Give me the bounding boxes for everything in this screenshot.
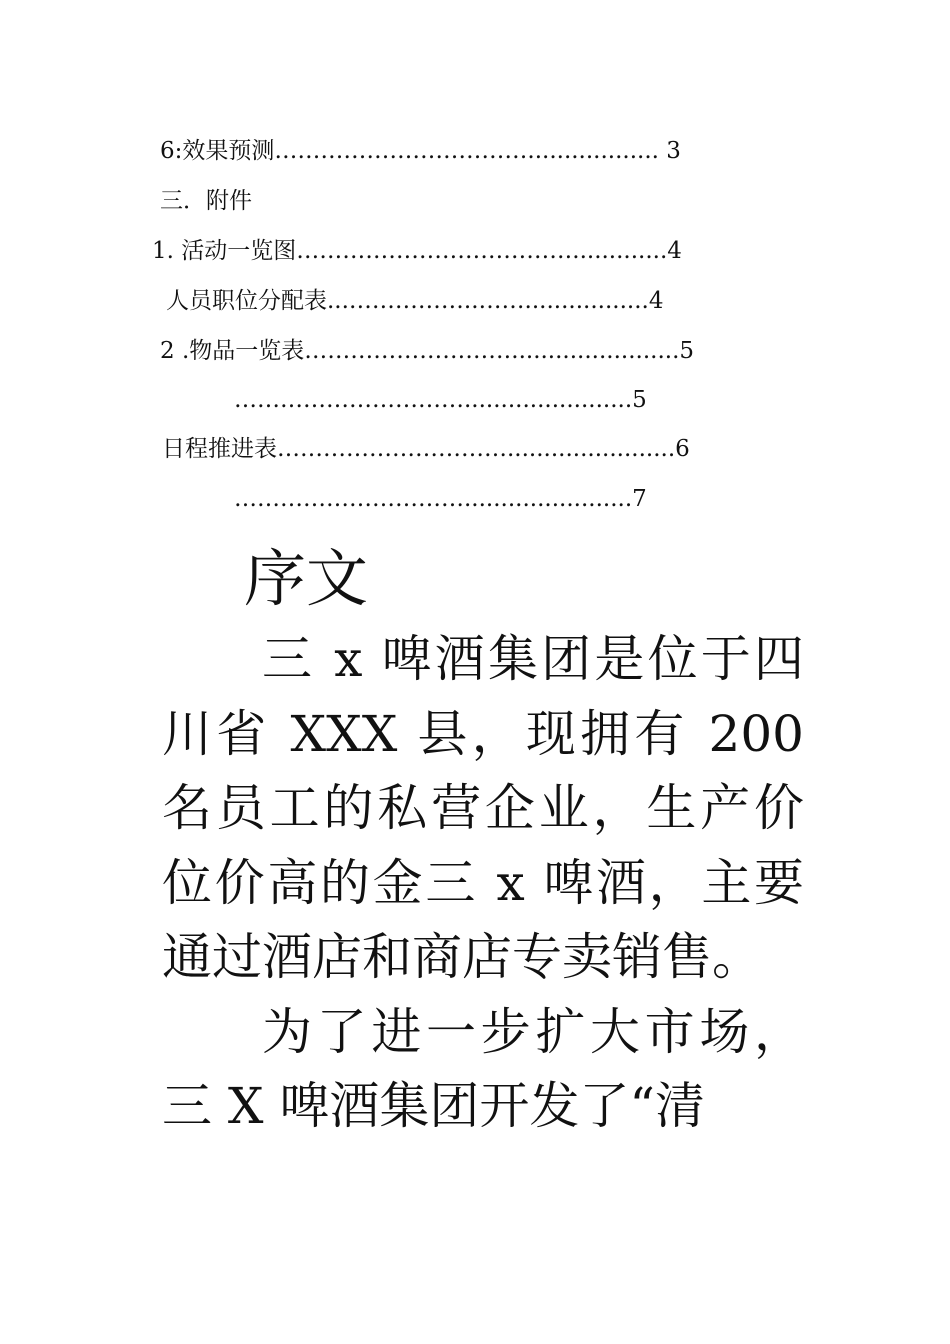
toc-item-goods-list: 2 .物品一览表……………………….......................5: [160, 338, 695, 364]
preface-title: 序文: [244, 542, 369, 615]
preface-body: [162, 622, 804, 1144]
preface-paragraph: 三 x 啤酒集团是位于四川省 XXX 县，现拥有 200 名员工的私营企业，生产价位价高的金三 x 啤酒，主要通过酒店和商店专卖销售。: [162, 630, 804, 986]
preface-paragraph: 为了进一步扩大市场，三 X 啤酒集团开发了“清: [162, 1002, 804, 1135]
toc-item-activity-overview: 1. 活动一览图……………………………….............4: [152, 238, 682, 264]
toc-item-continuation: ………………………….......................7: [234, 486, 647, 512]
toc-item-effect-forecast: 6:效果预测…………………………….................. 3: [160, 138, 681, 164]
toc-item-schedule: 日程推进表………………………….......................6: [162, 436, 690, 462]
toc-item-appendix: 三．附件: [160, 188, 252, 214]
toc-item-staff-assignment: 人员职位分配表...……………..…….................4: [166, 288, 664, 314]
toc-item-continuation: ………………………….......................5: [234, 387, 647, 413]
